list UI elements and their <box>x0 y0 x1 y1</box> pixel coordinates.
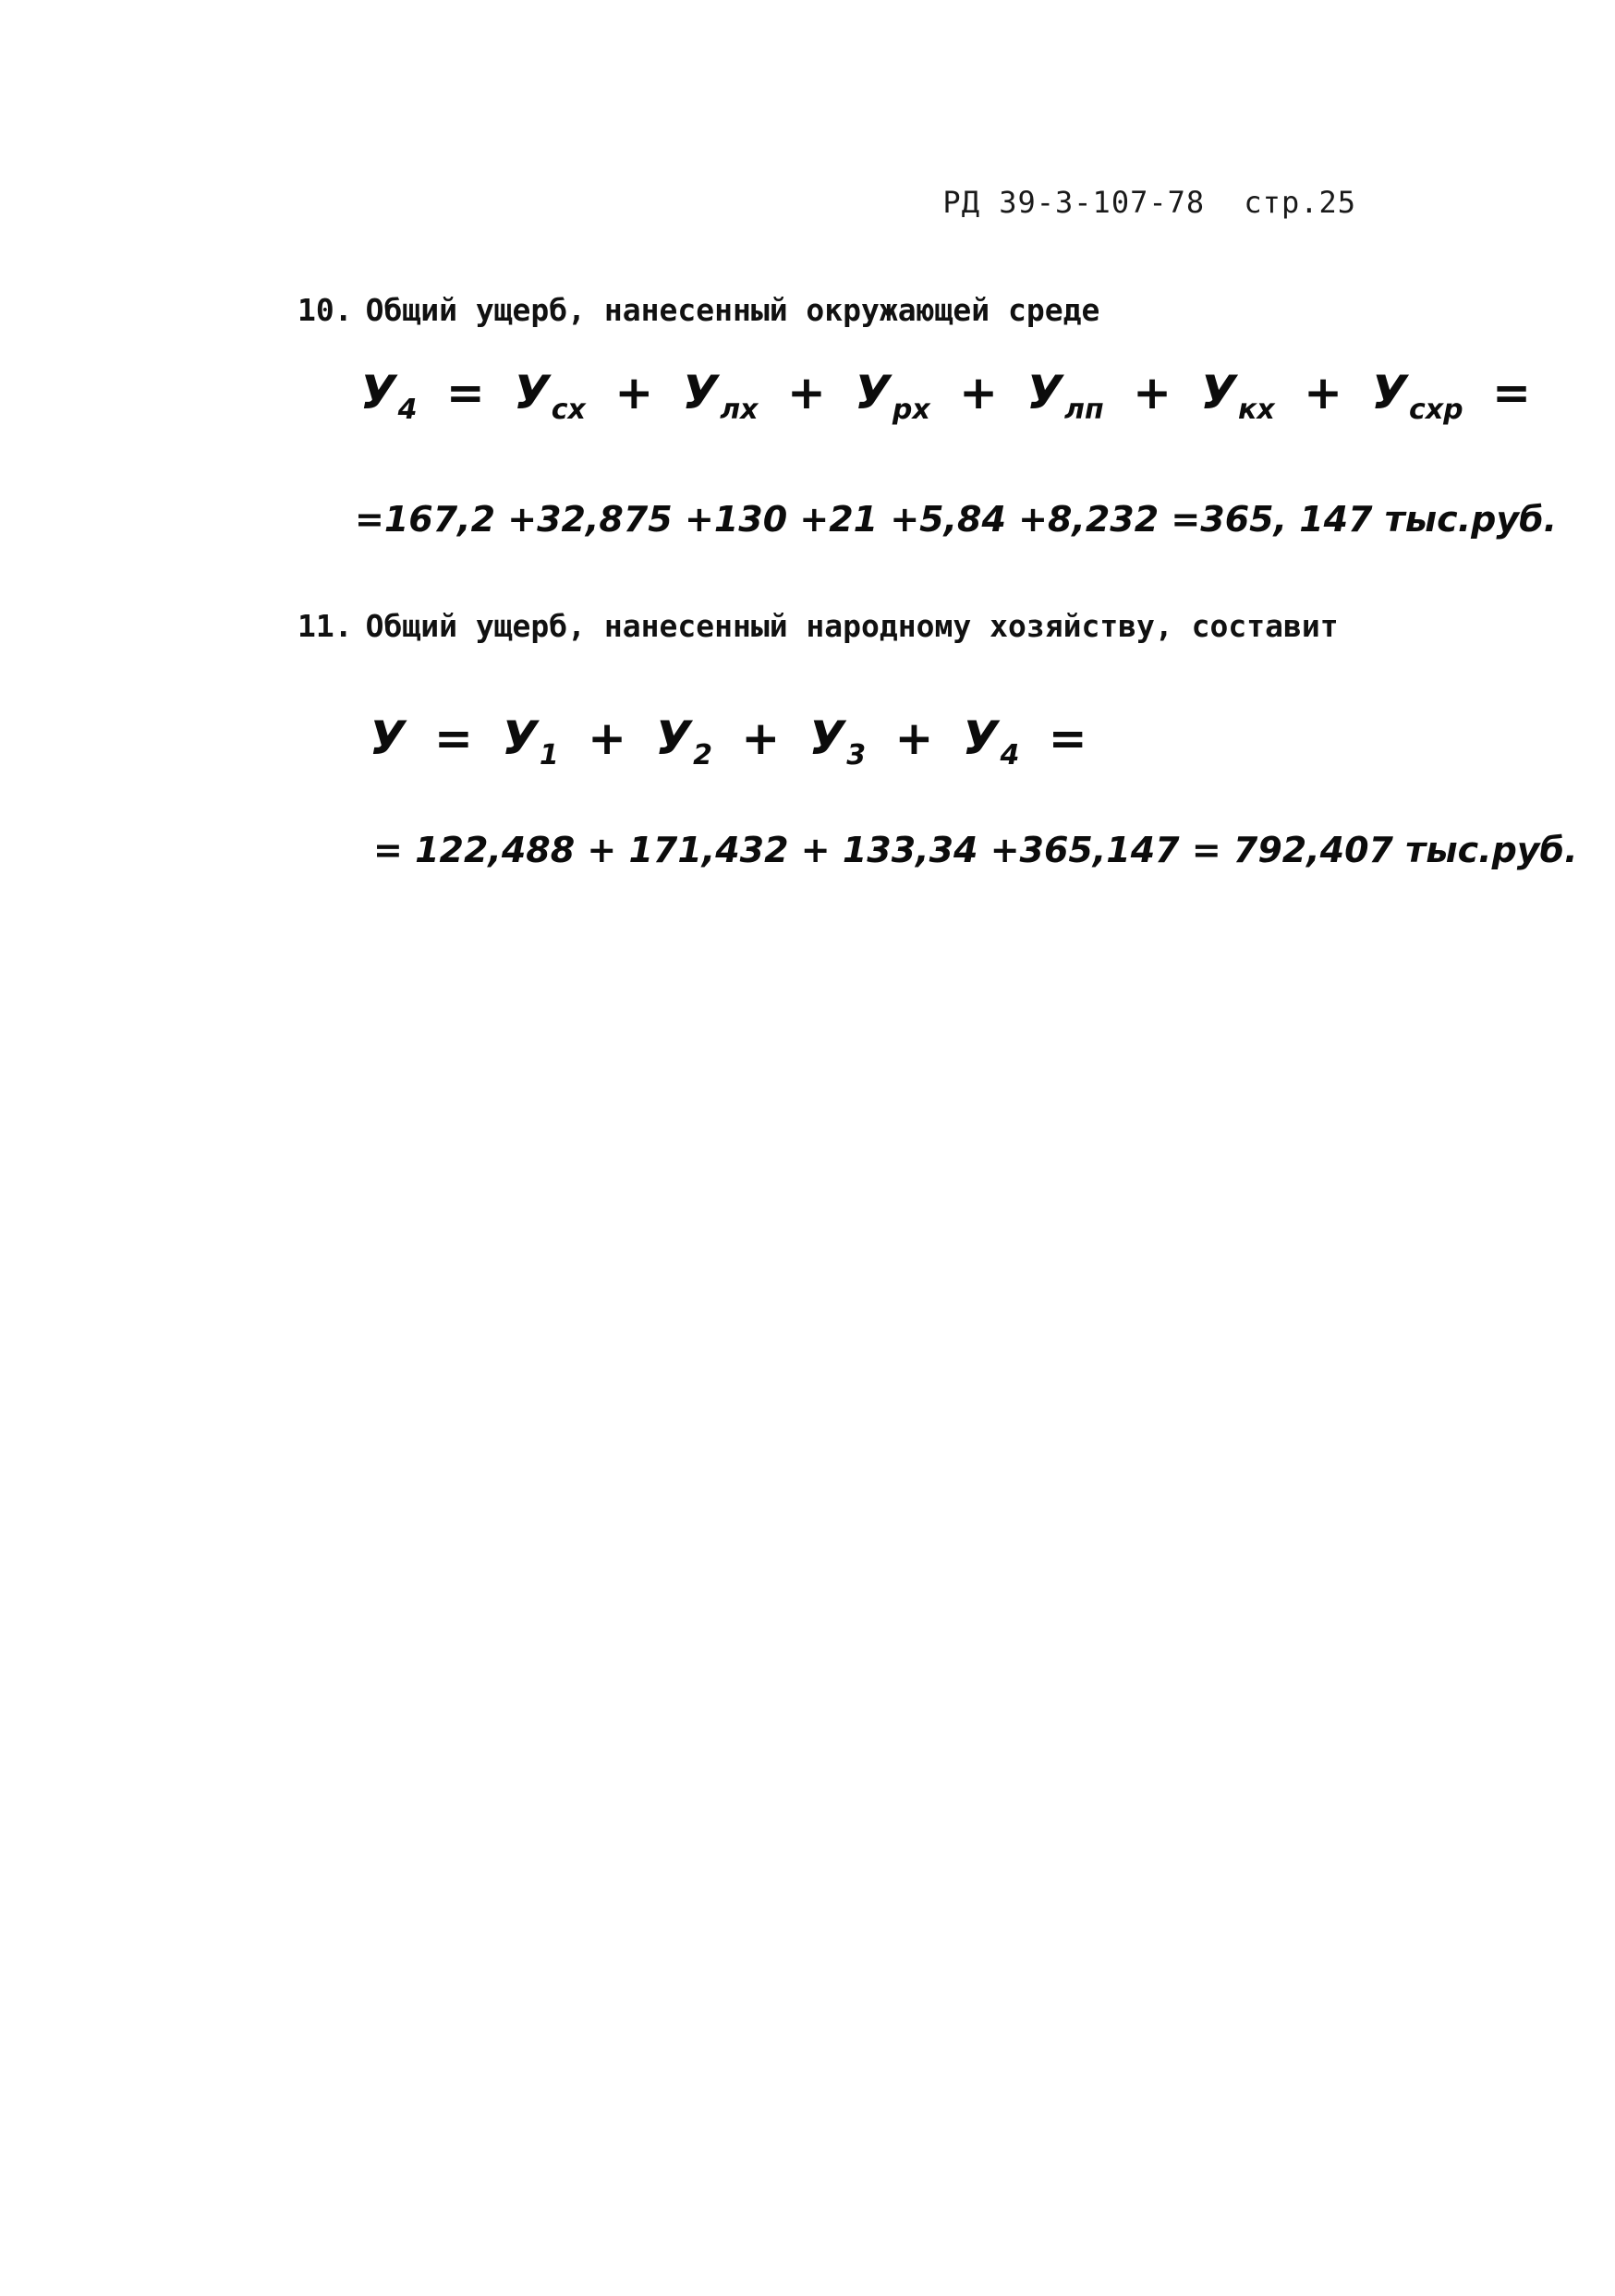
section-10-formula <box>360 366 1544 426</box>
section-10-text: Общий ущерб, нанесенный окружающей среде <box>365 292 1100 328</box>
plus-sign: + <box>1133 366 1172 419</box>
formula-11-term: $У_4$ <box>962 711 1020 771</box>
section-11-number: 11. <box>298 608 353 644</box>
plus-sign: + <box>959 366 998 419</box>
equals-sign: = <box>1492 366 1531 419</box>
equals-sign: = <box>445 366 485 419</box>
document-code: РД 39-3-107-78 <box>942 185 1206 220</box>
section-11-heading <box>298 608 1339 644</box>
formula-10-term: $У_{сх}$ <box>514 366 586 426</box>
section-10-heading <box>298 292 1099 328</box>
equals-sign: = <box>1048 711 1087 765</box>
formula-10-term: $У_{лп}$ <box>1026 366 1104 426</box>
page-number: стр.25 <box>1244 185 1356 220</box>
formula-10-lhs: $У_4$ <box>360 366 418 426</box>
formula-10-term: $У_{лх}$ <box>682 366 759 426</box>
plus-sign: + <box>588 711 627 765</box>
plus-sign: + <box>894 711 934 765</box>
formula-11-term: $У_1$ <box>502 711 559 771</box>
formula-11-term: $У_2$ <box>655 711 712 771</box>
section-11-calculation: = 122,488 + 171,432 + 133,34 +365,147 = 792,407 тыс.руб. <box>373 830 1578 870</box>
formula-10-term: $У_{рх}$ <box>855 366 930 426</box>
equals-sign: = <box>433 711 473 765</box>
section-10-calculation: =167,2 +32,875 +130 +21 +5,84 +8,232 =365, 147 тыс.руб. <box>355 499 1558 540</box>
formula-11-term: $У_3$ <box>808 711 867 771</box>
plus-sign: + <box>786 366 826 419</box>
section-11-text: Общий ущерб, нанесенный народному хозяйству, составит <box>365 608 1339 644</box>
plus-sign: + <box>614 366 654 419</box>
plus-sign: + <box>741 711 781 765</box>
plus-sign: + <box>1304 366 1343 419</box>
formula-10-term: $У_{кх}$ <box>1200 366 1275 426</box>
formula-10-term: $У_{схр}$ <box>1371 366 1463 426</box>
section-10-number: 10. <box>298 292 353 328</box>
section-11-formula <box>370 711 1100 771</box>
formula-11-lhs: У <box>370 711 406 765</box>
page-header <box>942 185 1356 220</box>
